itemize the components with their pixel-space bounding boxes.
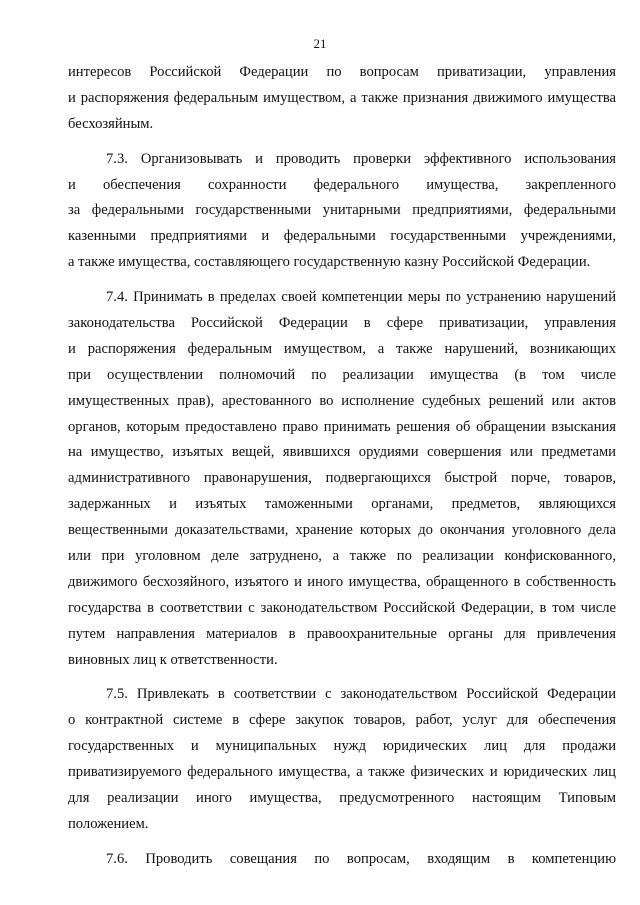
- text-line: вещественными доказательствами, хранение которых до окончания уголовного дела: [68, 522, 616, 539]
- text-line: государственных и муниципальных нужд юридических лиц для продажи: [68, 738, 616, 755]
- text-line: задержанных и изъятых таможенными органами, предметов, являющихся: [68, 496, 616, 513]
- text-line: приватизируемого федерального имущества, а также физических и юридических лиц: [68, 764, 616, 781]
- paragraph-7-3: [68, 147, 616, 276]
- text-line: административного правонарушения, подвергающихся быстрой порче, товаров,: [68, 470, 616, 487]
- text-line: имущественных прав), арестованного во исполнение судебных решений или актов: [68, 392, 616, 409]
- text-line: 7.6. Проводить совещания по вопросам, входящим в компетенцию: [106, 850, 616, 867]
- text-line: органов, которым предоставлено право принимать решения об обращении взыскания: [68, 418, 616, 435]
- text-line: государства в соответствии с законодательством Российской Федерации, в том числе: [68, 599, 616, 616]
- text-line: а также имущества, составляющего государственную казну Российской Федерации.: [68, 254, 591, 271]
- text-line: путем направления материалов в правоохранительные органы для привлечения: [68, 625, 616, 642]
- text-line: и распоряжения федеральным имуществом, а также признания движимого имущества: [68, 89, 616, 106]
- text-line: для реализации иного имущества, предусмотренного настоящим Типовым: [68, 790, 616, 807]
- text-line: за федеральными государственными унитарными предприятиями, федеральными: [68, 202, 616, 219]
- paragraph-7-5: [68, 682, 616, 837]
- text-line: виновных лиц к ответственности.: [68, 651, 278, 668]
- text-line: или при уголовном деле затруднено, а также по реализации конфискованного,: [68, 548, 616, 565]
- document-body: [68, 60, 616, 873]
- text-line: и обеспечения сохранности федерального имущества, закрепленного: [68, 176, 616, 193]
- text-line: 7.4. Принимать в пределах своей компетенции меры по устранению нарушений: [106, 289, 616, 306]
- paragraph-7-6: [68, 847, 616, 873]
- text-line: и распоряжения федеральным имуществом, а также нарушений, возникающих: [68, 340, 616, 357]
- paragraph-7-4: [68, 285, 616, 673]
- text-line: положением.: [68, 815, 149, 832]
- text-line: законодательства Российской Федерации в сфере приватизации, управления: [68, 315, 616, 332]
- text-line: на имущество, изъятых вещей, явившихся орудиями совершения или предметами: [68, 444, 616, 461]
- text-line: движимого бесхозяйного, изъятого и иного имущества, обращенного в собственность: [68, 573, 616, 590]
- page-number: 21: [313, 36, 327, 51]
- text-line: о контрактной системе в сфере закупок товаров, работ, услуг для обеспечения: [68, 712, 616, 729]
- text-line: 7.5. Привлекать в соответствии с законодательством Российской Федерации: [106, 686, 616, 703]
- text-line: казенными предприятиями и федеральными государственными учреждениями,: [68, 228, 616, 245]
- text-line: 7.3. Организовывать и проводить проверки эффективного использования: [106, 150, 616, 167]
- paragraph-continuation: [68, 60, 616, 138]
- text-line: бесхозяйным.: [68, 115, 154, 132]
- text-line: при осуществлении полномочий по реализации имущества (в том числе: [68, 366, 616, 383]
- text-line: интересов Российской Федерации по вопросам приватизации, управления: [68, 64, 616, 80]
